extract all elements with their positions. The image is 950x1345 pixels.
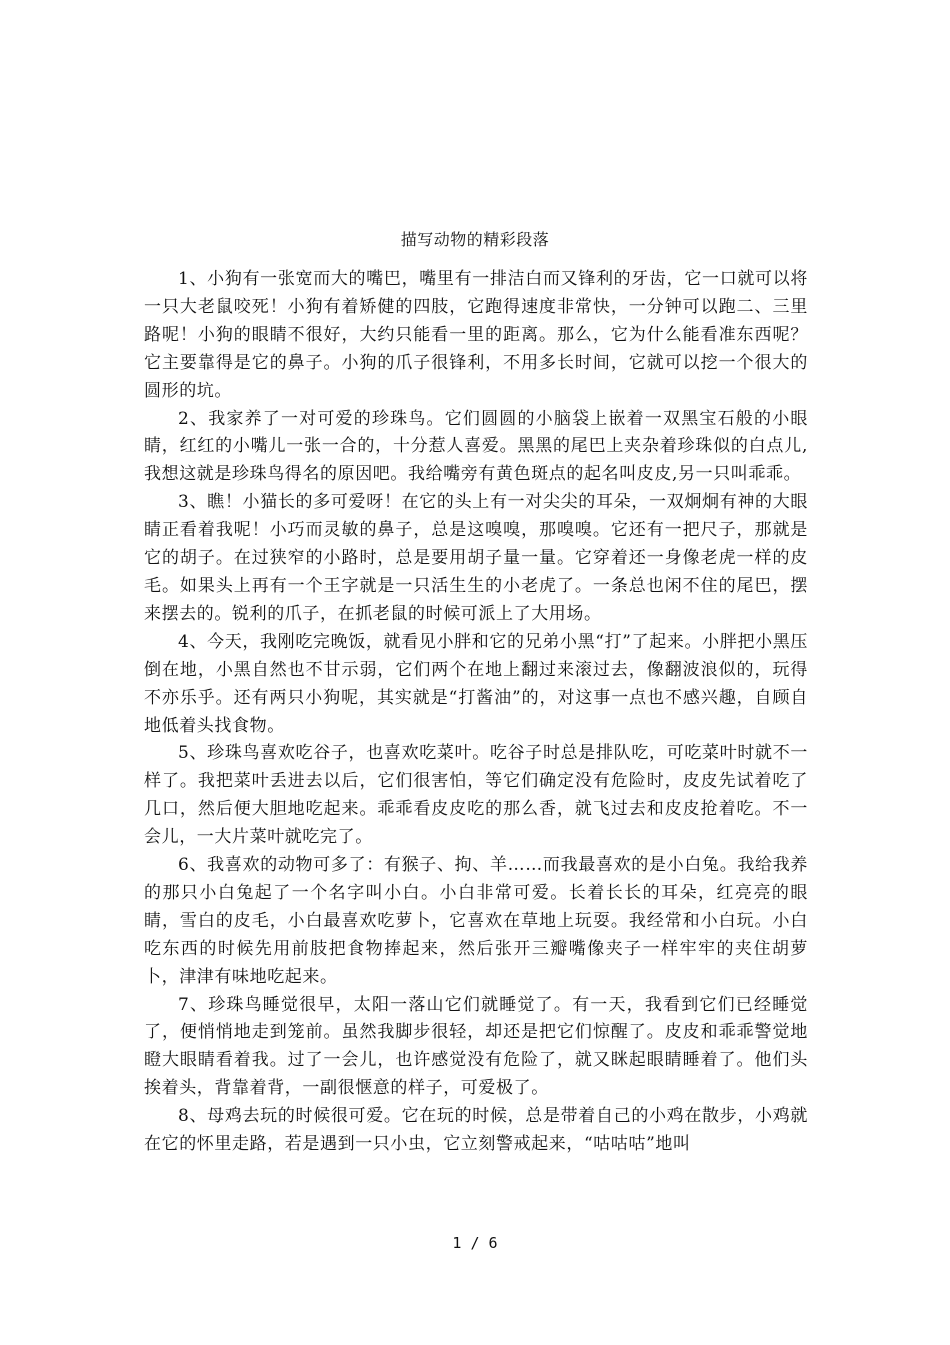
paragraph-1: 1、小狗有一张宽而大的嘴巴，嘴里有一排洁白而又锋利的牙齿，它一口就可以将一只大老鼠咬死！小狗有着矫健的四肢，它跑得速度非常快，一分钟可以跑二、三里路呢！小狗的眼睛不很好，大约只能看一里的距离。那么，它为什么能看准东西呢？它主要靠得是它的鼻子。小狗的爪子很锋利，不用多长时间，它就可以挖一个很大的圆形的坑。 [144,269,808,401]
paragraph-3: 3、瞧！小猫长的多可爱呀！在它的头上有一对尖尖的耳朵，一双炯炯有神的大眼睛正看着我呢！小巧而灵敏的鼻子，总是这嗅嗅，那嗅嗅。它还有一把尺子，那就是它的胡子。在过狭窄的小路时，总是要用胡子量一量。它穿着还一身像老虎一样的皮毛。如果头上再有一个王字就是一只活生生的小老虎了。一条总也闲不住的尾巴，摆来摆去的。锐利的爪子，在抓老鼠的时候可派上了大用场。 [144,492,808,624]
page-indicator: 1 / 6 [452,1234,498,1252]
document-title: 描写动物的精彩段落 [400,230,550,249]
paragraph-7: 7、珍珠鸟睡觉很早，太阳一落山它们就睡觉了。有一天，我看到它们已经睡觉了，便悄悄地走到笼前。虽然我脚步很轻，却还是把它们惊醒了。皮皮和乖乖警觉地瞪大眼睛看着我。过了一会儿，也许感觉没有危险了，就又眯起眼睛睡着了。他们头挨着头，背靠着背，一副很惬意的样子，可爱极了。 [144,994,808,1099]
paragraph-2: 2、我家养了一对可爱的珍珠鸟。它们圆圆的小脑袋上嵌着一双黑宝石般的小眼睛，红红的小嘴儿一张一合的，十分惹人喜爱。黑黑的尾巴上夹杂着珍珠似的白点儿,我想这就是珍珠鸟得名的原因吧。我给嘴旁有黄色斑点的起名叫皮皮,另一只叫乖乖。 [144,408,808,485]
paragraph-6: 6、我喜欢的动物可多了：有猴子、拘、羊……而我最喜欢的是小白兔。我给我养的那只小白兔起了一个名字叫小白。小白非常可爱。长着长长的耳朵，红亮亮的眼睛，雪白的皮毛，小白最喜欢吃萝卜，它喜欢在草地上玩耍。我经常和小白玩。小白吃东西的时候先用前肢把食物捧起来，然后张开三瓣嘴像夹子一样牢牢的夹住胡萝卜，津津有味地吃起来。 [144,855,808,987]
document-body [144,266,808,1159]
paragraph-8: 8、母鸡去玩的时候很可爱。它在玩的时候，总是带着自己的小鸡在散步，小鸡就在它的怀里走路，若是遇到一只小虫，它立刻警戒起来，“咕咕咕”地叫 [144,1106,808,1155]
paragraph-5: 5、珍珠鸟喜欢吃谷子，也喜欢吃菜叶。吃谷子时总是排队吃，可吃菜叶时就不一样了。我把菜叶丢进去以后，它们很害怕，等它们确定没有危险时，皮皮先试着吃了几口，然后便大胆地吃起来。乖乖看皮皮吃的那么香，就飞过去和皮皮抢着吃。不一会儿，一大片菜叶就吃完了。 [144,743,808,848]
paragraph-4: 4、今天，我刚吃完晚饭，就看见小胖和它的兄弟小黑“打”了起来。小胖把小黑压倒在地，小黑自然也不甘示弱，它们两个在地上翻过来滚过去，像翻波浪似的，玩得不亦乐乎。还有两只小狗呢，其实就是“打酱油”的，对这事一点也不感兴趣，自顾自地低着头找食物。 [144,631,808,736]
